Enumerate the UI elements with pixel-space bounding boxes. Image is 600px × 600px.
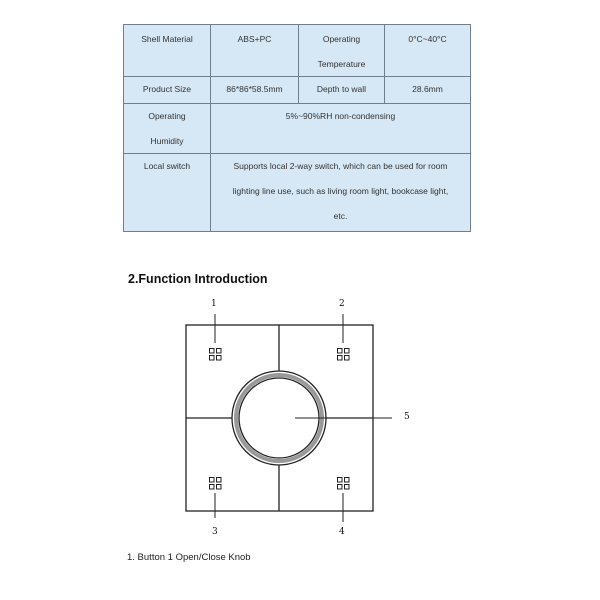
cell-line: Temperature	[317, 59, 366, 69]
table-cell-depth-label: Depth to wall	[316, 84, 367, 94]
callout-label-5: 5	[404, 412, 410, 422]
table-cell-local-switch-label: Local switch	[143, 161, 191, 171]
table-cell-product-size-value: 86*86*58.5mm	[226, 84, 283, 94]
cell-line: Operating	[322, 34, 361, 44]
cell-line: Operating	[148, 111, 186, 121]
callout-label-4: 4	[339, 527, 345, 537]
callout-label-3: 3	[212, 527, 218, 537]
table-cell-humidity-value: 5%~90%RH non-condensing	[285, 111, 396, 121]
callout-label-2: 2	[339, 299, 345, 309]
callout-label-1: 1	[211, 299, 217, 309]
table-cell-depth-value: 28.6mm	[412, 84, 443, 94]
table-cell-product-size-label: Product Size	[142, 84, 192, 94]
caption-text: 1. Button 1 Open/Close Knob	[127, 552, 251, 563]
table-cell-shell-material-label: Shell Material	[141, 34, 193, 44]
cell-line: Humidity	[150, 136, 184, 146]
cell-line: Supports local 2-way switch, which can be used for room	[233, 161, 448, 171]
cell-line: lighting line use, such as living room light, bookcase light,	[232, 186, 449, 196]
table-cell-operating-temperature-value: 0°C~40°C	[408, 34, 447, 44]
cell-line: etc.	[333, 211, 348, 221]
section-title: 2.Function Introduction	[128, 272, 268, 286]
table-cell-shell-material-value: ABS+PC	[237, 34, 272, 44]
